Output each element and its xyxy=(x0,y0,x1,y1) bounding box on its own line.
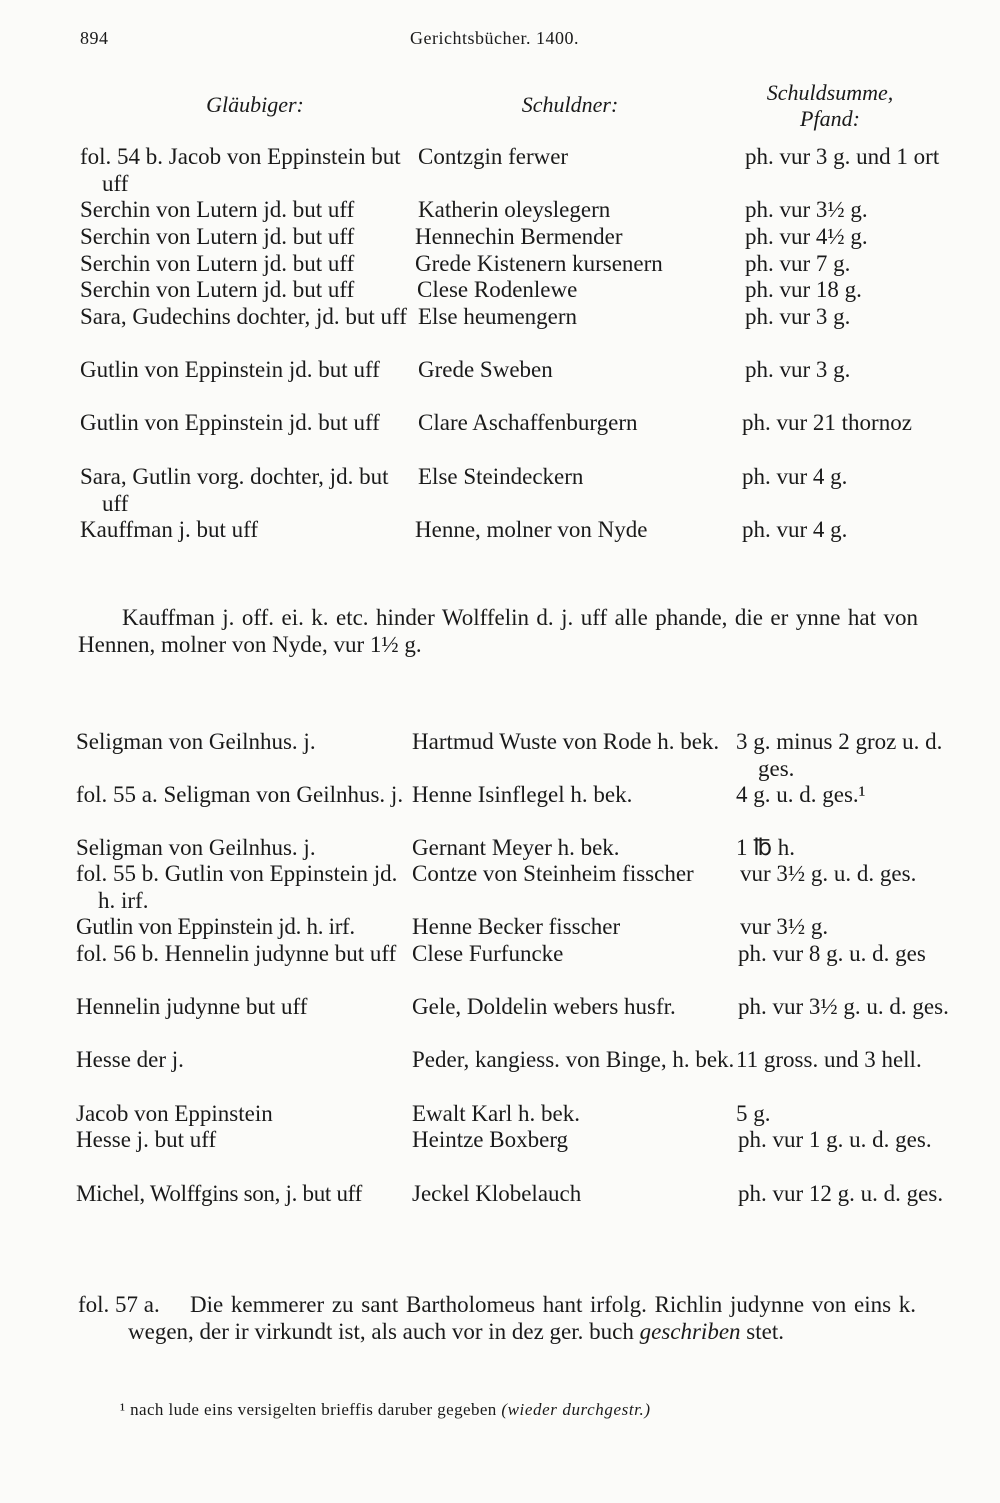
column-header-summe xyxy=(740,80,920,132)
debtor-cell: Jeckel Klobelauch xyxy=(412,1181,582,1206)
creditor-cell: fol. 55 a. Seligman von Geilnhus. j. xyxy=(76,782,404,807)
creditor-cell: Serchin von Lutern jd. but uff xyxy=(80,251,355,276)
debtor-cell: Grede Kistenern kursenern xyxy=(415,251,663,276)
amount-cell: ph. vur 3 g. und 1 ort xyxy=(745,144,940,169)
creditor-cell: Hesse j. but uff xyxy=(76,1127,217,1152)
paragraph-kemmerer-italic: geschriben xyxy=(639,1319,741,1344)
amount-cell: ph. vur 4 g. xyxy=(742,464,848,489)
amount-cell: ph. vur 3 g. xyxy=(745,357,851,382)
creditor-cell: Seligman von Geilnhus. j. xyxy=(76,729,316,754)
creditor-cell: fol. 56 b. Hennelin judynne but uff xyxy=(76,941,397,966)
creditor-cell: Gutlin von Eppinstein jd. but uff xyxy=(80,357,380,382)
paragraph-kemmerer-end: stet. xyxy=(740,1319,784,1344)
column-header-schuldner: Schuldner: xyxy=(521,92,619,117)
amount-cell: 4 g. u. d. ges.¹ xyxy=(736,782,866,807)
creditor-cell: Seligman von Geilnhus. j. xyxy=(76,835,316,860)
footnote-text: ¹ nach lude eins versigelten brieffis daruber gegeben xyxy=(120,1400,502,1419)
amount-cell: ph. vur 4 g. xyxy=(742,517,848,542)
creditor-cell: Sara, Gutlin vorg. dochter, jd. but uff xyxy=(80,464,389,516)
creditor-cell: Hennelin judynne but uff xyxy=(76,994,308,1019)
footnote xyxy=(120,1400,651,1420)
page-header xyxy=(80,28,920,54)
folio-label: fol. 57 a. xyxy=(78,1292,160,1317)
debtor-cell: Clese Furfuncke xyxy=(412,941,564,966)
creditor-cell: Serchin von Lutern jd. but uff xyxy=(80,277,355,302)
debtor-cell: Hennechin Bermender xyxy=(415,224,623,249)
page-number: 894 xyxy=(80,28,109,48)
running-title: Gerichtsbücher. 1400. xyxy=(410,28,579,48)
debtor-cell: Else Steindeckern xyxy=(418,464,584,489)
paragraph-kemmerer xyxy=(128,1291,916,1345)
amount-cell: 3 g. minus 2 groz u. d. ges. xyxy=(736,729,943,781)
debtor-cell: Contze von Steinheim fisscher xyxy=(412,861,694,886)
paragraph-kemmerer-text: Die kemmerer zu sant Bartholomeus hant irfolg. Richlin judynne von eins k. wegen, der ir virkundt ist, als auch vor in dez ger. buch xyxy=(128,1292,916,1344)
amount-cell: 1 ℔ h. xyxy=(736,835,796,860)
amount-cell: ph. vur 4½ g. xyxy=(745,224,868,249)
creditor-cell: Sara, Gudechins dochter, jd. but uff xyxy=(80,304,407,329)
amount-cell: ph. vur 7 g. xyxy=(745,251,851,276)
debtor-cell: Gele, Doldelin webers husfr. xyxy=(412,994,676,1019)
creditor-cell: Michel, Wolffgins son, j. but uff xyxy=(76,1181,362,1206)
amount-cell: ph. vur 1 g. u. d. ges. xyxy=(738,1127,932,1152)
creditor-cell: Hesse der j. xyxy=(76,1047,184,1072)
column-header-summe-line2: Pfand: xyxy=(800,106,860,131)
creditor-cell: Gutlin von Eppinstein jd. h. irf. xyxy=(76,914,355,939)
creditor-cell: Gutlin von Eppinstein jd. but uff xyxy=(80,410,380,435)
amount-cell: ph. vur 12 g. u. d. ges. xyxy=(738,1181,944,1206)
amount-cell: ph. vur 3½ g. xyxy=(745,197,868,222)
debtor-cell: Peder, kangiess. von Binge, h. bek. xyxy=(412,1047,735,1072)
amount-cell: ph. vur 21 thornoz xyxy=(742,410,912,435)
debtor-cell: Heintze Boxberg xyxy=(412,1127,569,1152)
creditor-cell: Jacob von Eppinstein xyxy=(76,1101,273,1126)
debtor-cell: Clese Rodenlewe xyxy=(417,277,578,302)
debtor-cell: Ewalt Karl h. bek. xyxy=(412,1101,580,1126)
debtor-cell: Grede Sweben xyxy=(418,357,553,382)
paragraph-kauffman: Kauffman j. off. ei. k. etc. hinder Wolffelin d. j. uff alle phande, die er ynne hat von Hennen, molner von Nyde, vur 1½ g. xyxy=(78,605,918,657)
footnote-italic: (wieder durchgestr.) xyxy=(501,1400,651,1419)
amount-cell: vur 3½ g. xyxy=(740,914,829,939)
amount-cell: ph. vur 18 g. xyxy=(745,277,862,302)
debtor-cell: Else heumengern xyxy=(418,304,578,329)
debtor-cell: Gernant Meyer h. bek. xyxy=(412,835,620,860)
column-header-glaeubiger: Gläubiger: xyxy=(206,92,304,117)
debtor-cell: Henne, molner von Nyde xyxy=(415,517,648,542)
amount-cell: 11 gross. und 3 hell. xyxy=(736,1047,922,1072)
creditor-cell: Kauffman j. but uff xyxy=(80,517,259,542)
debtor-cell: Hartmud Wuste von Rode h. bek. xyxy=(412,729,720,754)
creditor-cell: Serchin von Lutern jd. but uff xyxy=(80,224,355,249)
column-header-summe-line1: Schuldsumme, xyxy=(766,80,894,105)
debtor-cell: Katherin oleyslegern xyxy=(418,197,611,222)
amount-cell: vur 3½ g. u. d. ges. xyxy=(740,861,917,886)
debtor-cell: Contzgin ferwer xyxy=(418,144,569,169)
debtor-cell: Clare Aschaffenburgern xyxy=(418,410,638,435)
amount-cell: ph. vur 3½ g. u. d. ges. xyxy=(738,994,949,1019)
amount-cell: 5 g. xyxy=(736,1101,771,1126)
amount-cell: ph. vur 8 g. u. d. ges xyxy=(738,941,926,966)
creditor-cell: fol. 54 b. Jacob von Eppinstein but uff xyxy=(80,144,401,196)
debtor-cell: Henne Isinflegel h. bek. xyxy=(412,782,633,807)
creditor-cell: Serchin von Lutern jd. but uff xyxy=(80,197,355,222)
amount-cell: ph. vur 3 g. xyxy=(745,304,851,329)
creditor-cell: fol. 55 b. Gutlin von Eppinstein jd. h. irf. xyxy=(76,861,398,913)
debtor-cell: Henne Becker fisscher xyxy=(412,914,621,939)
